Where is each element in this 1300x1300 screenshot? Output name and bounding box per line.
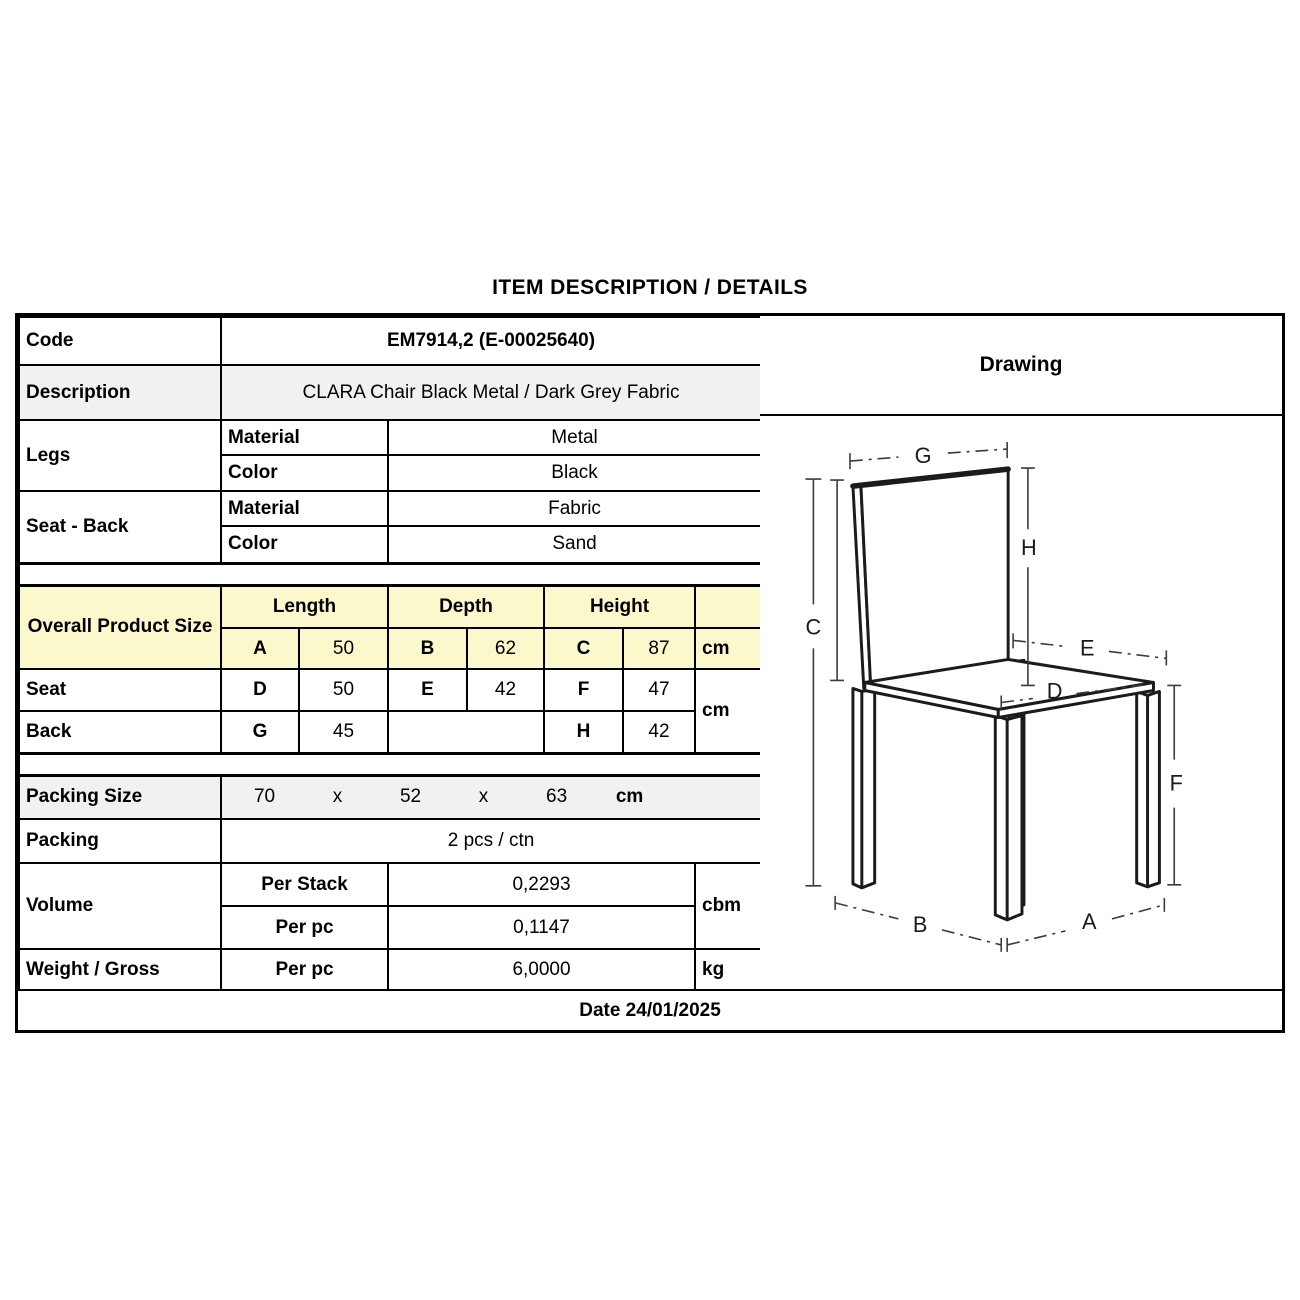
dim-f-value: 47: [623, 669, 695, 711]
packing-size-v1: 70: [253, 786, 276, 808]
page-title: ITEM DESCRIPTION / DETAILS: [492, 276, 808, 299]
packing-size-x1: x: [332, 786, 343, 808]
dim-label-a: A: [1081, 908, 1097, 934]
chair-front-leg: [995, 716, 1022, 920]
drawing-panel: [760, 316, 1282, 989]
per-pc-value: 0,1147: [388, 906, 695, 949]
dim-label-b: B: [912, 911, 928, 937]
dim-a-key: A: [221, 628, 299, 669]
chair-right-leg: [1137, 691, 1160, 886]
back-row-label: Back: [19, 711, 221, 753]
overall-unit-header-empty: [695, 585, 761, 628]
section-gap: [19, 753, 761, 775]
dim-e-value: 42: [467, 669, 544, 711]
dim-label-g: G: [914, 442, 932, 469]
spec-table: [18, 316, 762, 991]
seat-back-color-value: Sand: [388, 526, 761, 563]
dim-b-key: B: [388, 628, 467, 669]
dim-label-d: D: [1046, 678, 1063, 704]
code-value: EM7914,2 (E-00025640): [221, 317, 761, 365]
dim-label-e: E: [1079, 635, 1095, 661]
seat-back-unit: cm: [695, 669, 761, 753]
height-header: Height: [544, 585, 695, 628]
seat-back-material-value: Fabric: [388, 491, 761, 526]
dim-c-value: 87: [623, 628, 695, 669]
legs-material-label: Material: [221, 420, 388, 455]
dim-label-f: F: [1169, 770, 1183, 796]
overall-size-label: Overall Product Size: [19, 585, 221, 669]
legs-color-label: Color: [221, 455, 388, 491]
dim-h-value: 42: [623, 711, 695, 753]
depth-header: Depth: [388, 585, 544, 628]
legs-color-value: Black: [388, 455, 761, 491]
section-gap: [19, 563, 761, 585]
dim-f-key: F: [544, 669, 623, 711]
dim-label-c: C: [805, 614, 822, 640]
packing-size-label: Packing Size: [19, 775, 221, 819]
seat-back-material-label: Material: [221, 491, 388, 526]
legs-material-value: Metal: [388, 420, 761, 455]
description-value: CLARA Chair Black Metal / Dark Grey Fabric: [221, 365, 761, 420]
dim-line-back-height: [830, 480, 844, 680]
packing-size-v2: 52: [399, 786, 422, 808]
date-row: Date 24/01/2025: [18, 989, 1282, 1030]
dim-h-key: H: [544, 711, 623, 753]
per-stack-value: 0,2293: [388, 863, 695, 906]
back-empty-cell: [388, 711, 544, 753]
per-pc-label: Per pc: [221, 906, 388, 949]
seat-back-label: Seat - Back: [19, 491, 221, 563]
chair-backrest-front: [861, 469, 1008, 687]
dim-e-key: E: [388, 669, 467, 711]
volume-label: Volume: [19, 863, 221, 949]
weight-label: Weight / Gross: [19, 949, 221, 990]
code-label: Code: [19, 317, 221, 365]
dim-d-key: D: [221, 669, 299, 711]
length-header: Length: [221, 585, 388, 628]
weight-unit: kg: [695, 949, 761, 990]
packing-size-unit: cm: [615, 786, 644, 808]
legs-label: Legs: [19, 420, 221, 491]
packing-value: 2 pcs / ctn: [221, 819, 761, 863]
description-label: Description: [19, 365, 221, 420]
packing-size-x2: x: [478, 786, 489, 808]
per-stack-label: Per Stack: [221, 863, 388, 906]
volume-unit: cbm: [695, 863, 761, 949]
seat-row-label: Seat: [19, 669, 221, 711]
dim-d-value: 50: [299, 669, 388, 711]
seat-back-color-label: Color: [221, 526, 388, 563]
weight-value: 6,0000: [388, 949, 695, 990]
dim-g-key: G: [221, 711, 299, 753]
drawing-header: Drawing: [760, 316, 1282, 416]
packing-size-value: [221, 775, 761, 819]
weight-per-pc-label: Per pc: [221, 949, 388, 990]
dim-a-value: 50: [299, 628, 388, 669]
overall-unit: cm: [695, 628, 761, 669]
dim-b-value: 62: [467, 628, 544, 669]
dim-g-value: 45: [299, 711, 388, 753]
chair-drawing: [760, 416, 1282, 989]
packing-label: Packing: [19, 819, 221, 863]
dim-label-h: H: [1021, 535, 1037, 561]
dim-c-key: C: [544, 628, 623, 669]
spec-table-frame: [15, 313, 1285, 1033]
chair-left-leg: [853, 688, 875, 887]
packing-size-v3: 63: [546, 786, 568, 808]
